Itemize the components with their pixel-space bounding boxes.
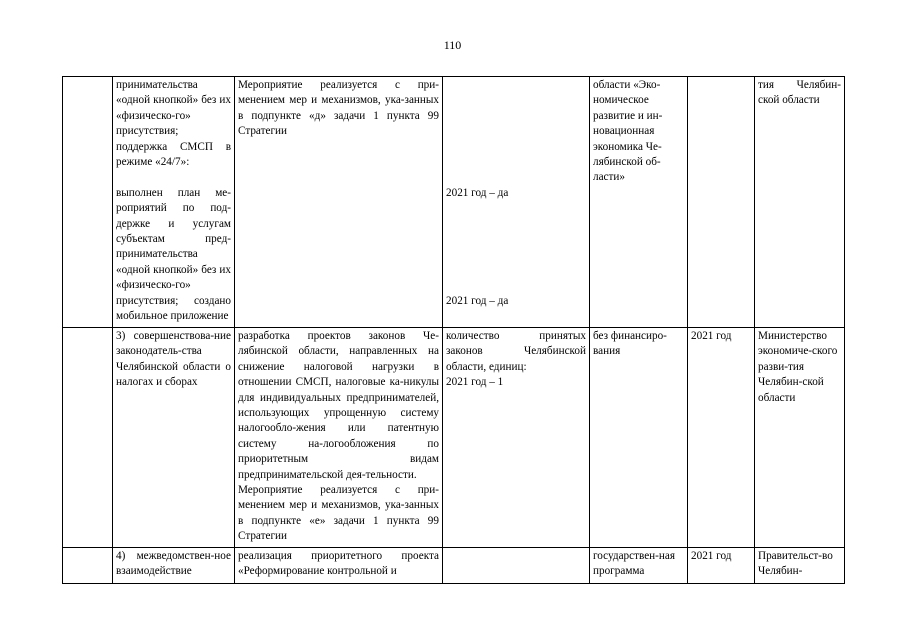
table-cell-term bbox=[688, 548, 755, 584]
cell-text: Министерство экономиче-ского разви-тия Челябин-ской области bbox=[758, 330, 838, 404]
table-cell-funding bbox=[590, 77, 688, 328]
cell-text: количество принятых законов Челябинской области, единиц: 2021 год – 1 bbox=[446, 330, 586, 389]
table-cell-term bbox=[688, 328, 755, 548]
table-cell-responsible bbox=[755, 328, 845, 548]
page-number: 110 bbox=[443, 38, 462, 52]
table-cell-indicator bbox=[443, 548, 590, 584]
table-cell-number bbox=[63, 548, 113, 584]
cell-text: 3) совершенствова-ние законодатель-ства Челябинской области о налогах и сборах bbox=[116, 330, 231, 389]
table-row bbox=[63, 77, 845, 328]
cell-text: 2021 год bbox=[691, 330, 732, 342]
table-cell-measure bbox=[235, 77, 443, 328]
table-cell-indicator bbox=[443, 77, 590, 328]
table-cell-funding bbox=[590, 328, 688, 548]
table-cell-task bbox=[113, 328, 235, 548]
cell-text: государствен-ная программа bbox=[593, 550, 675, 578]
cell-text: реализация приоритетного проекта «Реформирование контрольной и bbox=[238, 550, 439, 578]
table-cell-number bbox=[63, 77, 113, 328]
table-cell-measure bbox=[235, 328, 443, 548]
table-cell-number bbox=[63, 328, 113, 548]
table-cell-task bbox=[113, 77, 235, 328]
cell-text: области «Эко-номическое развитие и ин-новационная экономика Че-лябинской об-ласти» bbox=[593, 79, 663, 184]
cell-text: тия Челябин-ской области bbox=[758, 79, 841, 107]
cell-text: 2021 год – да 2021 год – да bbox=[446, 186, 509, 307]
cell-text: разработка проектов законов Че-лябинской области, направленных на снижение налоговой нагрузки в отношении СМСП, налоговые ка-никулы для индивидуальных предпринимателей, использующих упрощенную систему налогообло-жения или патентную систему на-логообложения по приоритетным видам предпринимательской дея-тельности. Мероприятие реализуется с при-менением мер и механизмов, ука-занных в подпункте «е» задачи 1 пункта 99 Стратегии bbox=[238, 330, 439, 543]
table-cell-indicator bbox=[443, 328, 590, 548]
table-cell-responsible bbox=[755, 77, 845, 328]
table-row bbox=[63, 548, 845, 584]
table-cell-task bbox=[113, 548, 235, 584]
document-table bbox=[62, 76, 845, 584]
table-cell-measure bbox=[235, 548, 443, 584]
cell-text: 4) межведомствен-ное взаимодействие bbox=[116, 550, 231, 578]
cell-text: Мероприятие реализуется с при-менением мер и механизмов, ука-занных в подпункте «д» задачи 1 пункта 99 Стратегии bbox=[238, 79, 439, 138]
table-cell-term bbox=[688, 77, 755, 328]
table-cell-responsible bbox=[755, 548, 845, 584]
cell-text: Правительст-во Челябин- bbox=[758, 550, 833, 578]
cell-text: принимательства «одной кнопкой» без их «физическо-го» присутствия; поддержка СМСП в режиме «24/7»: выполнен план ме-роприятий по под-держке и услугам субъектам пред-принимательства «одной кнопкой» без их «физическо-го» присутствия; создано мобильное приложение bbox=[116, 79, 231, 323]
table-cell-funding bbox=[590, 548, 688, 584]
table-row bbox=[63, 328, 845, 548]
cell-text: 2021 год bbox=[691, 550, 732, 562]
cell-text: без финансиро-вания bbox=[593, 330, 667, 358]
